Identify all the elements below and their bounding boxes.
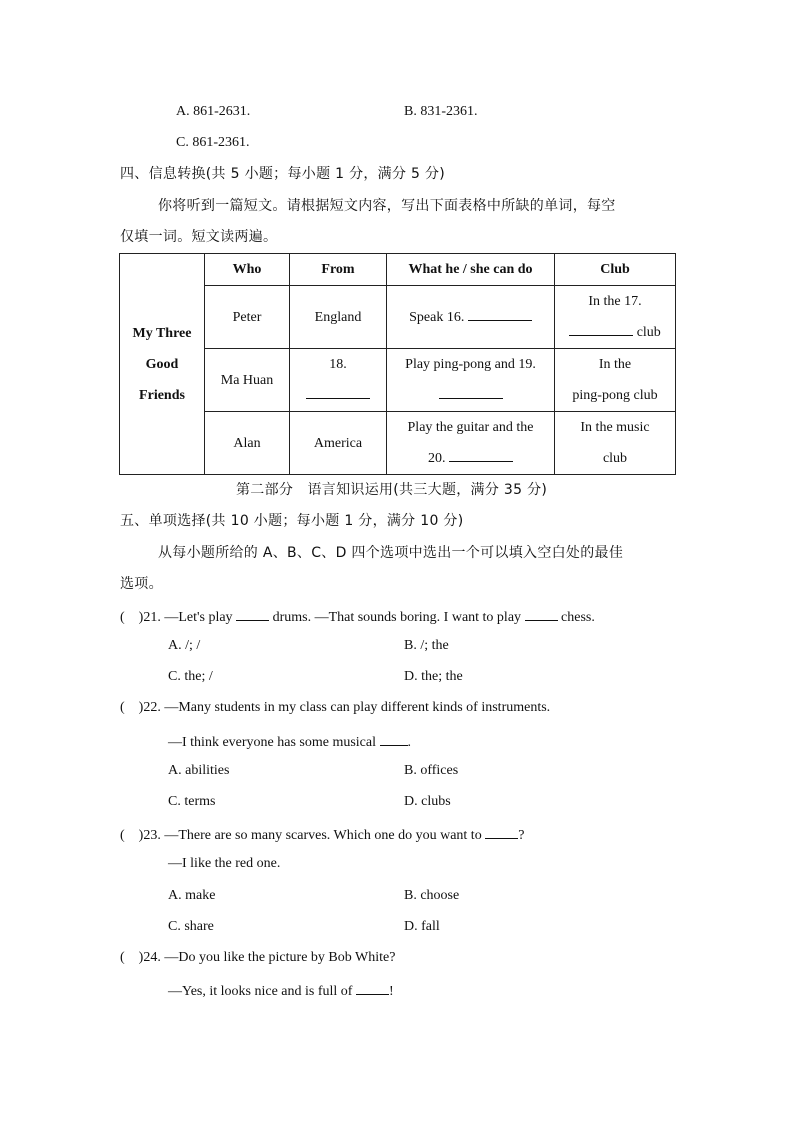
cell-what-line1: Play the guitar and the [407,420,534,435]
info-table [119,253,676,475]
question-stem: —Many students in my class can play different kinds of instruments. [164,700,551,715]
question-stem: —There are so many scarves. Which one do you want to [164,828,482,843]
answer-paren[interactable]: ( ) [120,950,144,965]
answer-paren[interactable]: ( ) [120,610,144,625]
answer-paren[interactable]: ( ) [120,700,144,715]
question-blank [485,824,518,839]
cell-from: America [290,412,387,475]
cell-from: England [290,286,387,349]
option-c: C. 861-2361. [176,135,250,150]
cell-what-text: Speak 16. [409,309,465,325]
q22-option-a: A. abilities [168,763,230,778]
question-22 [120,699,550,717]
q23-option-a: A. make [168,888,216,903]
question-24-reply [168,980,394,1001]
side-label-line2: Good [145,356,179,372]
cell-who: Peter [205,286,290,349]
question-stem-part1: —Let's play [164,610,233,625]
section4-heading: 四、信息转换(共 5 小题；每小题 1 分，满分 5 分) [120,166,446,182]
answer-blank-19[interactable] [439,384,503,399]
cell-who: Ma Huan [205,349,290,412]
question-reply-end: ! [388,984,394,999]
section4-instruction-line2: 仅填一词。短文读两遍。 [120,229,278,245]
cell-from [290,349,387,412]
option-b: B. 831-2361. [404,104,478,119]
question-24 [120,949,395,967]
cell-what [387,286,555,349]
table-header-row [120,254,676,286]
question-blank [380,731,408,746]
question-23 [120,824,524,845]
cell-what-line2: 20. [428,451,446,466]
question-number: 22. [143,700,161,715]
section5-heading: 五、单项选择(共 10 小题；每小题 1 分，满分 10 分) [120,513,464,529]
question-stem-end: ? [518,828,525,843]
cell-what [387,349,555,412]
answer-blank-18[interactable] [306,384,370,399]
question-number: 21. [143,610,161,625]
section5-instruction-line2: 选项。 [120,576,163,592]
question-blank [525,606,558,621]
cell-what-text: Play ping-pong and 19. [405,357,536,372]
header-what: What he / she can do [387,254,555,286]
q23-option-c: C. share [168,919,214,934]
cell-club [555,412,676,475]
option-a: A. 861-2631. [176,104,251,119]
cell-club-line2: club [636,325,661,340]
section4-instruction-line1: 你将听到一篇短文。请根据短文内容，写出下面表格中所缺的单词，每空 [158,198,616,214]
question-blank [236,606,269,621]
cell-club-line2: club [602,451,628,466]
question-21 [120,606,595,627]
q22-option-c: C. terms [168,794,216,809]
q21-option-d: D. the; the [404,669,463,684]
question-stem-part3: chess. [561,610,595,625]
q23-option-d: D. fall [404,919,440,934]
cell-club-line1: In the music [580,420,650,435]
question-stem-part2: drums. —That sounds boring. I want to play [272,610,522,625]
side-label-line1: My Three [132,325,192,341]
question-stem: —Do you like the picture by Bob White? [164,950,396,965]
cell-club-line2: ping-pong club [572,388,658,403]
cell-from-text: 18. [329,357,347,372]
question-22-reply [168,731,411,752]
q21-option-c: C. the; / [168,669,213,684]
answer-blank-20[interactable] [449,447,513,462]
question-blank [356,980,389,995]
question-reply: —Yes, it looks nice and is full of [168,984,353,999]
section5-instruction-line1: 从每小题所给的 A、B、C、D 四个选项中选出一个可以填入空白处的最佳 [158,545,624,561]
question-number: 24. [143,950,161,965]
q23-option-b: B. choose [404,888,460,903]
header-from: From [290,254,387,286]
table-side-label [120,254,205,475]
q21-option-b: B. /; the [404,638,449,653]
cell-club-line1: In the [598,357,632,372]
header-who: Who [205,254,290,286]
answer-blank-16[interactable] [468,306,532,321]
cell-who: Alan [205,412,290,475]
cell-what [387,412,555,475]
question-23-reply: —I like the red one. [168,856,281,871]
side-label-line3: Friends [139,387,185,403]
q22-option-b: B. offices [404,763,459,778]
answer-paren[interactable]: ( ) [120,828,144,843]
question-reply-end: . [407,735,412,750]
header-club: Club [555,254,676,286]
question-reply: —I think everyone has some musical [168,735,377,750]
answer-blank-17[interactable] [569,321,633,336]
q22-option-d: D. clubs [404,794,451,809]
question-number: 23. [143,828,161,843]
cell-club-line1: In the 17. [588,294,642,309]
cell-club [555,349,676,412]
part2-heading: 第二部分 语言知识运用(共三大题，满分 35 分) [236,482,548,498]
cell-club [555,286,676,349]
q21-option-a: A. /; / [168,638,201,653]
